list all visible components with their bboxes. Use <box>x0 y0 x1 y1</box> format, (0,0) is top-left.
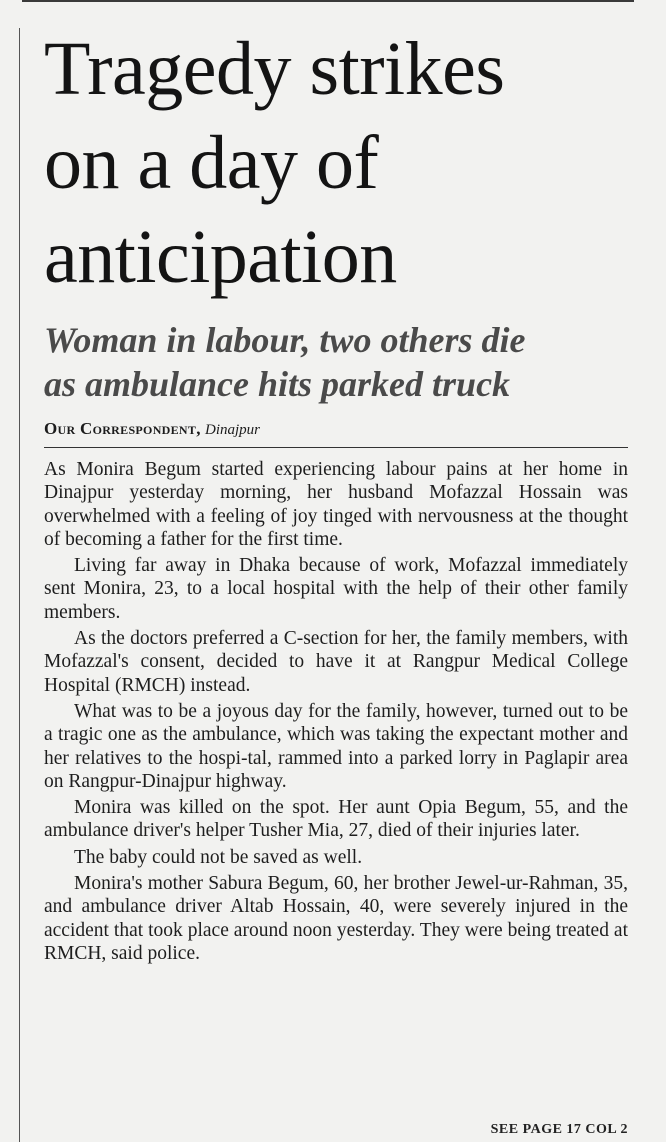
paragraph: Monira's mother Sabura Begum, 60, her brother Jewel-ur-Rahman, 35, and ambulance driver Altab Hossain, 40, were severely injured in the accident that took place around noon yesterday. They were being treated at RMCH, said police. <box>44 873 628 964</box>
paragraph: As the doctors preferred a C-section for her, the family members, with Mofazzal's consent, decided to have it at Rangpur Medical College Hospital (RMCH) instead. <box>44 628 628 696</box>
paragraph: The baby could not be saved as well. <box>74 846 363 868</box>
article <box>44 22 628 968</box>
byline-author: Our Correspondent, <box>44 419 201 438</box>
headline-line-2: on a day of <box>44 121 379 205</box>
byline-location: Dinajpur <box>205 422 261 438</box>
headline-line-3: anticipation <box>44 215 397 299</box>
byline <box>44 418 628 448</box>
continued-on-page: SEE PAGE 17 COL 2 <box>490 1122 628 1137</box>
paragraph: What was to be a joyous day for the family, however, turned out to be a tragic one as the ambulance, which was taking the expectant mother and her relatives to the hospi-tal, rammed into a parked lorry in Paglapir area on Rangpur-Dinajpur highway. <box>44 700 628 792</box>
column-rule <box>19 28 20 1142</box>
paragraph: Living far away in Dhaka because of work, Mofazzal immediately sent Monira, 23, to a local hospital with the help of their other family members. <box>44 555 628 623</box>
headline <box>44 22 628 304</box>
top-rule <box>22 0 634 2</box>
subheadline <box>44 318 628 406</box>
subheadline-line-1: Woman in labour, two others die <box>44 320 526 360</box>
paragraph: As Monira Begum started experiencing labour pains at her home in Dinajpur yesterday morning, her husband Mofazzal Hossain was overwhelmed with a feeling of joy tinged with nervousness at the thought of becoming a father for the first time. <box>44 459 628 550</box>
subheadline-line-2: as ambulance hits parked truck <box>44 364 511 404</box>
article-body <box>44 458 628 965</box>
headline-line-1: Tragedy strikes <box>44 27 505 111</box>
paragraph: Monira was killed on the spot. Her aunt Opia Begum, 55, and the ambulance driver's helper Tusher Mia, 27, died of their injuries later. <box>44 797 628 842</box>
